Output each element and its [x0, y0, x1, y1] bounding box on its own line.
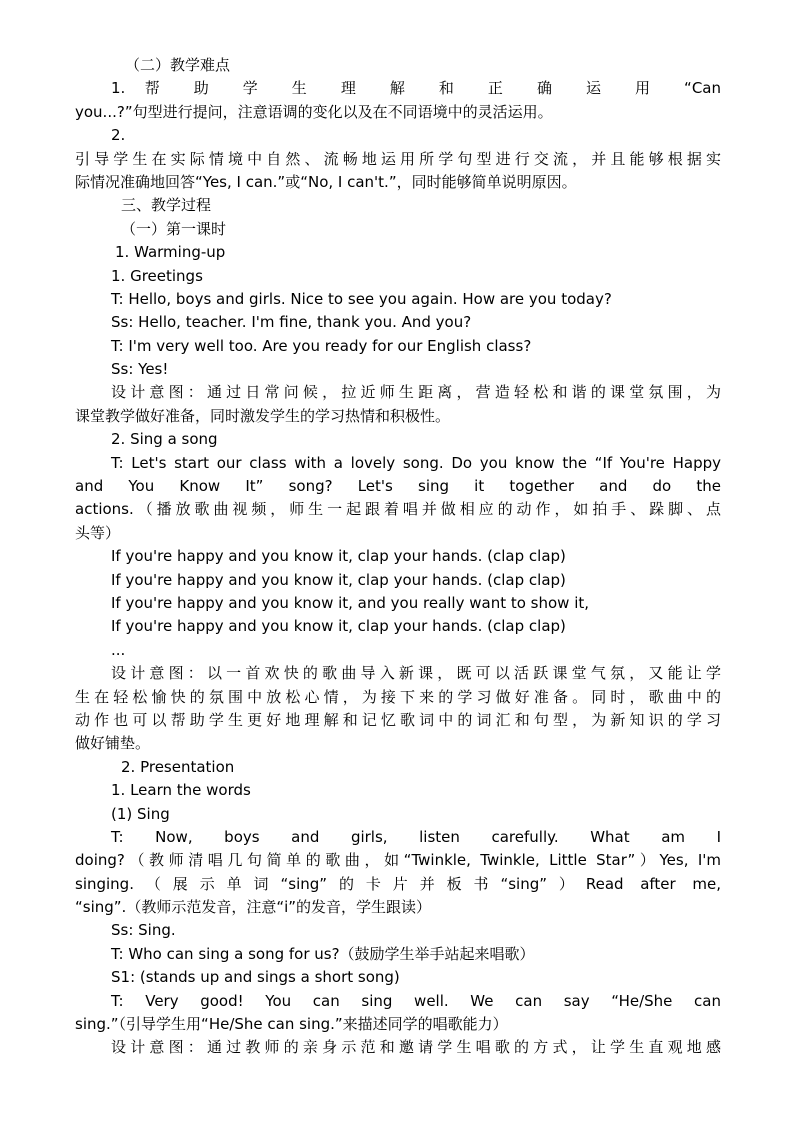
design-intent-line: 设计意图：通过教师的亲身示范和邀请学生唱歌的方式，让学生直观地感: [111, 1038, 721, 1057]
dialogue-line: T: I'm very well too. Are you ready for our English class?: [111, 336, 532, 355]
design-intent-line: 课堂教学做好准备，同时激发学生的学习热情和积极性。: [75, 406, 451, 425]
document-body: [75, 54, 721, 1060]
dialogue-line: doing?（教师清唱几句简单的歌曲，如“Twinkle, Twinkle, Little Star”）Yes, I'm: [75, 851, 721, 870]
lyric-line: If you're happy and you know it, clap your hands. (clap clap): [111, 547, 566, 566]
dialogue-line: T: Let's start our class with a lovely song. Do you know the “If You're Happy: [111, 453, 721, 472]
dialogue-line: T: Now, boys and girls, listen carefully. What am I: [111, 827, 721, 846]
paragraph-line: 1. 帮 助 学 生 理 解 和 正 确 运 用 “Can: [111, 79, 721, 98]
step-heading-presentation: 2. Presentation: [121, 757, 235, 776]
step-heading-warming-up: 1. Warming-up: [115, 243, 226, 262]
section-heading-process: 三、教学过程: [121, 196, 212, 215]
lyric-ellipsis: ...: [111, 640, 126, 659]
subsection-heading-difficulties: （二）教学难点: [125, 56, 231, 74]
dialogue-line: Ss: Sing.: [111, 921, 176, 940]
dialogue-line: sing.”（引导学生用“He/She can sing.”来描述同学的唱歌能力）: [75, 1015, 508, 1034]
dialogue-line: 头等）: [75, 523, 121, 542]
dialogue-line: T: Very good! You can sing well. We can say “He/She can: [111, 991, 721, 1010]
design-intent-line: 设计意图：通过日常问候，拉近师生距离，营造轻松和谐的课堂氛围，为: [111, 383, 721, 402]
dialogue-line: T: Hello, boys and girls. Nice to see you again. How are you today?: [111, 289, 612, 308]
list-number: 2.: [111, 126, 126, 145]
subsection-heading-lesson-one: （一）第一课时: [121, 219, 227, 238]
dialogue-line: T: Who can sing a song for us?（鼓励学生举手站起来唱歌）: [111, 944, 535, 963]
sub-step-heading-greetings: 1. Greetings: [111, 266, 203, 285]
dialogue-line: and You Know It” song? Let's sing it together and do the: [75, 477, 721, 496]
dialogue-line: Ss: Hello, teacher. I'm fine, thank you. And you?: [111, 313, 472, 332]
lyric-line: If you're happy and you know it, and you really want to show it,: [111, 593, 590, 612]
word-heading-sing: (1) Sing: [111, 804, 170, 823]
dialogue-line: Ss: Yes!: [111, 360, 169, 379]
dialogue-line: S1: (stands up and sings a short song): [111, 968, 400, 987]
sub-step-heading-sing-a-song: 2. Sing a song: [111, 430, 218, 449]
design-intent-line: 生在轻松愉快的氛围中放松心情，为接下来的学习做好准备。同时，歌曲中的: [75, 687, 721, 706]
paragraph-line: you...?”句型进行提问，注意语调的变化以及在不同语境中的灵活运用。: [75, 102, 553, 121]
paragraph-line: 引导学生在实际情境中自然、流畅地运用所学句型进行交流，并且能够根据实: [75, 149, 721, 168]
paragraph-line: 际情况准确地回答“Yes, I can.”或“No, I can't.”，同时能够简单说明原因。: [75, 172, 577, 191]
design-intent-line: 动作也可以帮助学生更好地理解和记忆歌词中的词汇和句型，为新知识的学习: [75, 710, 721, 729]
dialogue-line: singing.（展示单词“sing”的卡片并板书“sing”）Read after me,: [75, 874, 721, 893]
design-intent-line: 做好铺垫。: [75, 734, 151, 753]
lyric-line: If you're happy and you know it, clap your hands. (clap clap): [111, 617, 566, 636]
dialogue-line: “sing”.（教师示范发音，注意“i”的发音，学生跟读）: [75, 898, 432, 917]
design-intent-line: 设计意图：以一首欢快的歌曲导入新课，既可以活跃课堂气氛，又能让学: [111, 664, 721, 683]
lyric-line: If you're happy and you know it, clap your hands. (clap clap): [111, 570, 566, 589]
dialogue-line: actions.（播放歌曲视频，师生一起跟着唱并做相应的动作，如拍手、跺脚、点: [75, 500, 721, 519]
sub-step-heading-learn-words: 1. Learn the words: [111, 781, 251, 800]
